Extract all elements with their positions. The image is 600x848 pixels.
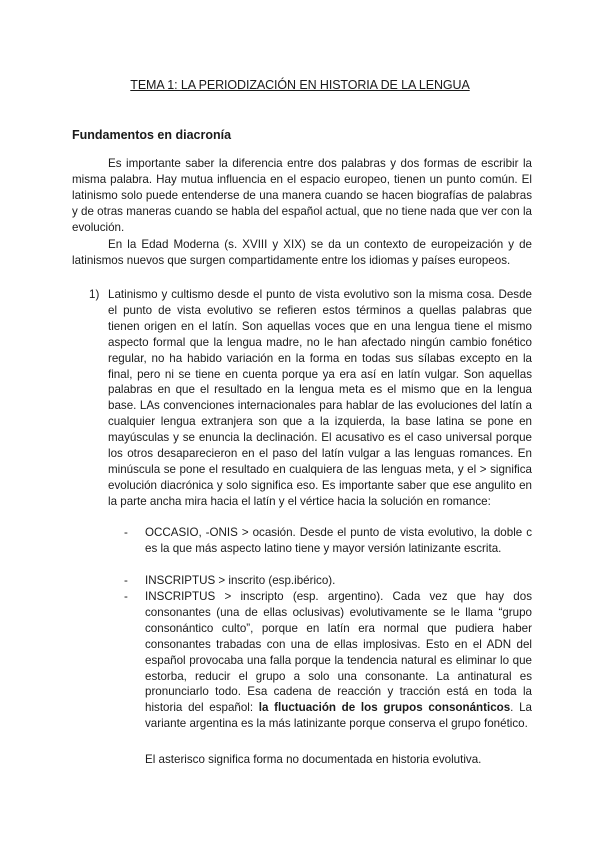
bold-phrase: la fluctuación de los grupos consonánticos <box>258 701 511 715</box>
list-item-number: 1) <box>89 288 100 301</box>
sub-item-dash: - <box>124 526 128 539</box>
sub-item-text-end: . La variante argentina es la más latinizante porque conserva el grupo fonético. <box>145 701 532 731</box>
section-heading: Fundamentos en diacronía <box>72 128 232 142</box>
paragraph-2: En la Edad Moderna (s. XVIII y XIX) se da un contexto de europeización y de latinismos nuevos que surgen compartidamente entre los idiomas y países europeos. <box>72 238 532 267</box>
asterisk-note: El asterisco significa forma no documentada en historia evolutiva. <box>145 753 482 766</box>
list-item-text: Latinismo y cultismo desde el punto de vista evolutivo son la misma cosa. Desde el punto de vista evolutivo se refieren estos términos a quellas palabras que tienen origen en el latín. Son aquellas voces que en una lengua tiene el mismo aspecto formal que la lengua madre, no le han afectado ningún cambio fonético regular, no ha habido variación en la forma en todas sus sílabas excepto en la final, pero ni se tiene en cuenta porque ya era así en latín vulgar. Son aquellas palabras en que el resultado en la lengua meta es el mismo que en la lengua base. LAs convenciones internacionales para hablar de las evoluciones del latín a cualquier lengua extranjera son que a la izquierda, la base latina se pone en mayúsculas y se enuncia la declinación. El acusativo es el caso universal porque los otros desaparecieron en el paso del latín vulgar a las lenguas romances. En minúscula se pone el resultado en cualquiera de las lenguas meta, y el > significa evolución diacrónica y solo significa eso. Es importante saber que ese angulito en la parte ancha mira hacia el latín y el vértice hacia la solución en romance: <box>108 288 532 508</box>
paragraph-1: Es importante saber la diferencia entre dos palabras y dos formas de escribir la misma palabra. Hay mutua influencia en el espacio europeo, tienen un punto común. El latinismo solo puede entenderse de una manera cuando se hacen biografías de palabras y de otras maneras cuando se habla del español actual, que no tiene nada que ver con la evolución. <box>72 157 532 234</box>
sub-item-text-start: INSCRIPTUS > inscripto (esp. argentino). Cada vez que hay dos consonantes (una de ellas oclusivas) evolutivamente se le llama “grupo consonántico culto”, porque en latín era normal que pudiera haber consonantes trabadas con una de ellas implosivas. Esto en el ADN del español provocaba una falla porque la tendencia natural es eliminar lo que estorba, reducir el grupo a solo una consonante. La antinatural es pronunciarlo todo. Esa cadena de reacción y tracción está en toda la historia del español: <box>145 590 532 715</box>
sub-item-dash: - <box>124 574 128 587</box>
sub-item-occasio: OCCASIO, -ONIS > ocasión. Desde el punto de vista evolutivo, la doble c es la que más aspecto latino tiene y mayor versión latinizante escrita. <box>145 526 532 555</box>
sub-item-inscrito: INSCRIPTUS > inscrito (esp.ibérico). <box>145 574 336 587</box>
page-title: TEMA 1: LA PERIODIZACIÓN EN HISTORIA DE LA LENGUA <box>130 78 470 92</box>
sub-item-inscripto <box>145 589 532 732</box>
sub-item-dash: - <box>124 590 128 603</box>
